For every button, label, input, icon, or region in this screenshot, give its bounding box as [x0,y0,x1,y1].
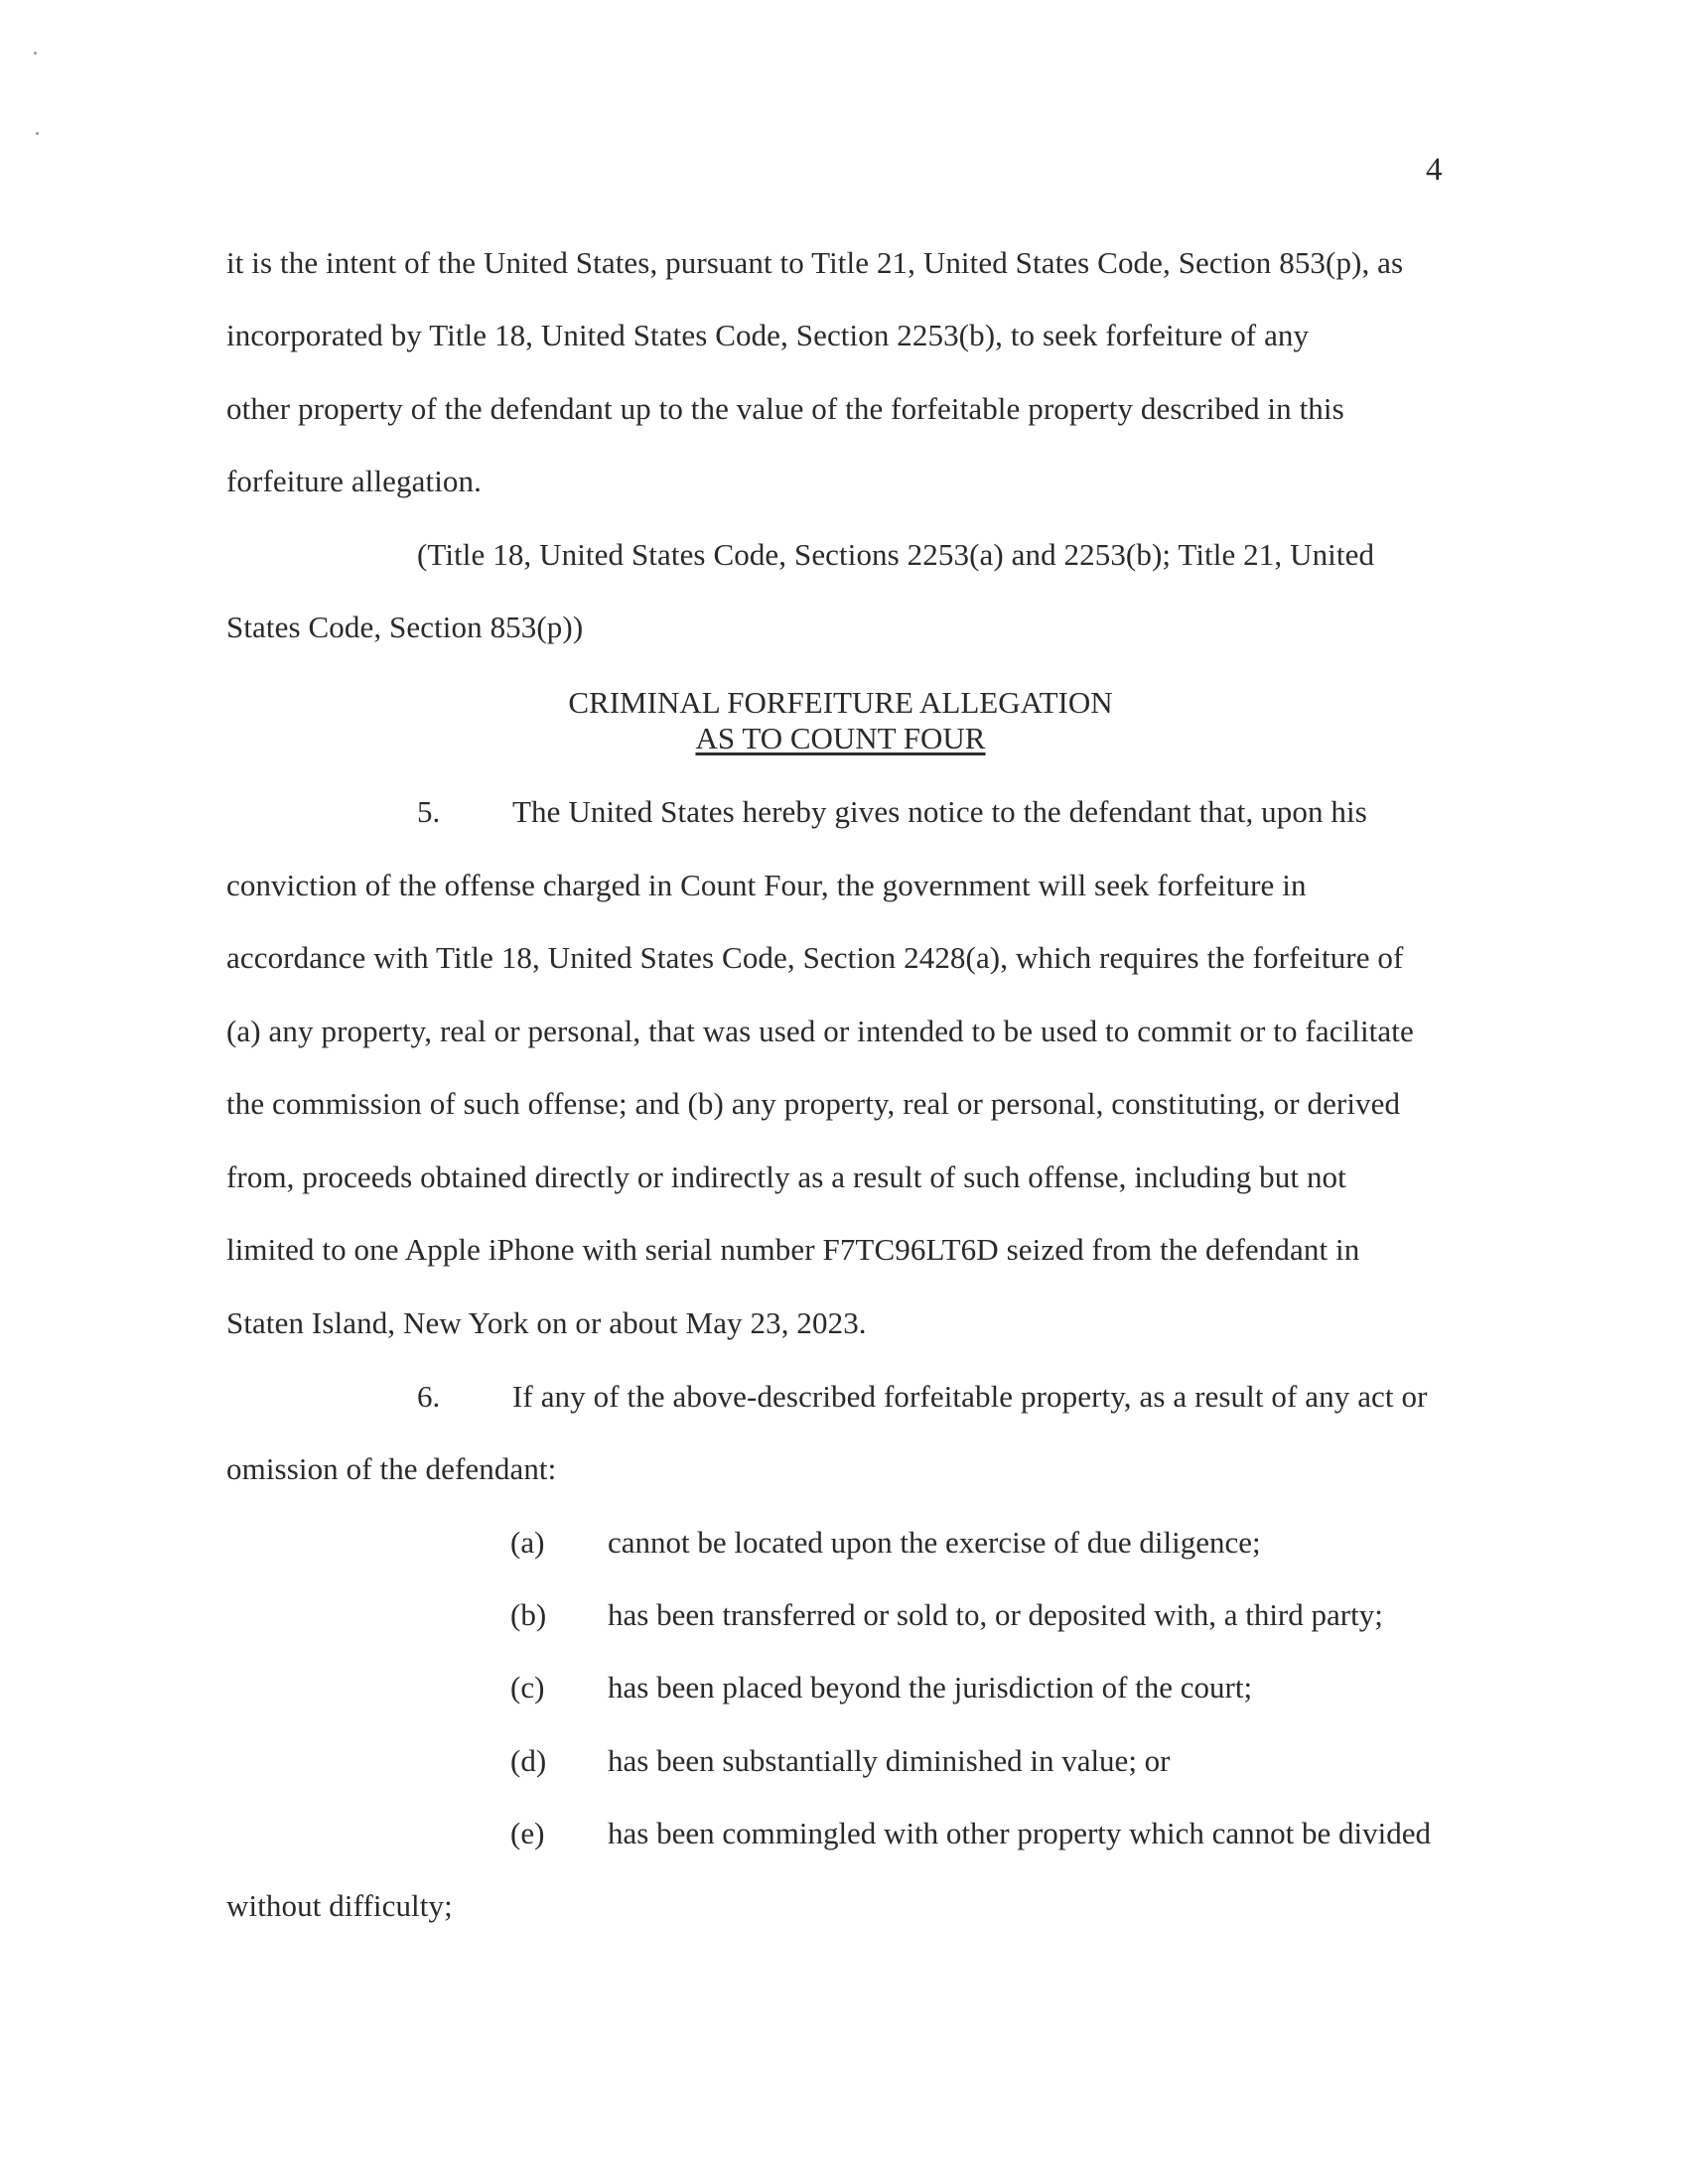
section-heading-title: CRIMINAL FORFEITURE ALLEGATION [568,685,1113,720]
list-item-text: has been commingled with other property which cannot be divided [608,1816,1432,1850]
section-heading-subtitle: AS TO COUNT FOUR [695,721,986,755]
scan-speck [34,52,37,55]
list-item-text: has been substantially diminished in value; or [608,1743,1171,1778]
list-item-text: has been transferred or sold to, or deposited with, a third party; [608,1597,1383,1632]
page-number: 4 [1426,152,1443,188]
body-line: limited to one Apple iPhone with serial number F7TC96LT6D seized from the defendant in [226,1232,1360,1267]
body-line: omission of the defendant: [226,1451,557,1486]
body-line: incorporated by Title 18, United States Code, Section 2253(b), to seek forfeiture of any [226,318,1310,352]
list-item-letter: (a) [510,1525,545,1560]
body-line: it is the intent of the United States, pursuant to Title 21, United States Code, Section 853(p), as [226,245,1404,280]
list-item-letter: (c) [510,1670,545,1705]
body-line: The United States hereby gives notice to the defendant that, upon his [512,794,1367,829]
body-line: other property of the defendant up to the value of the forfeitable property described in this [226,391,1344,426]
citation-line: (Title 18, United States Code, Sections 2253(a) and 2253(b); Title 21, United [417,537,1375,572]
paragraph-number: 6. [417,1379,441,1414]
list-item-letter: (d) [510,1743,547,1778]
paragraph-number: 5. [417,794,441,829]
body-line: from, proceeds obtained directly or indirectly as a result of such offense, including but not [226,1160,1346,1194]
citation-line: States Code, Section 853(p)) [226,610,584,644]
body-line: the commission of such offense; and (b) any property, real or personal, constituting, or derived [226,1086,1401,1121]
body-line: without difficulty; [226,1888,453,1923]
list-item-letter: (b) [510,1597,547,1632]
list-item-text: cannot be located upon the exercise of due diligence; [608,1525,1261,1560]
body-line: If any of the above-described forfeitable property, as a result of any act or [512,1379,1428,1414]
body-line: (a) any property, real or personal, that was used or intended to be used to commit or to facilitate [226,1014,1414,1048]
body-line: accordance with Title 18, United States Code, Section 2428(a), which requires the forfeiture of [226,940,1404,975]
list-item-text: has been placed beyond the jurisdiction of the court; [608,1670,1253,1705]
section-heading [0,685,1681,756]
list-item-letter: (e) [510,1816,545,1850]
body-line: conviction of the offense charged in Count Four, the government will seek forfeiture in [226,868,1307,902]
body-line: forfeiture allegation. [226,464,482,498]
scan-speck [36,132,39,135]
body-line: Staten Island, New York on or about May 23, 2023. [226,1305,867,1340]
